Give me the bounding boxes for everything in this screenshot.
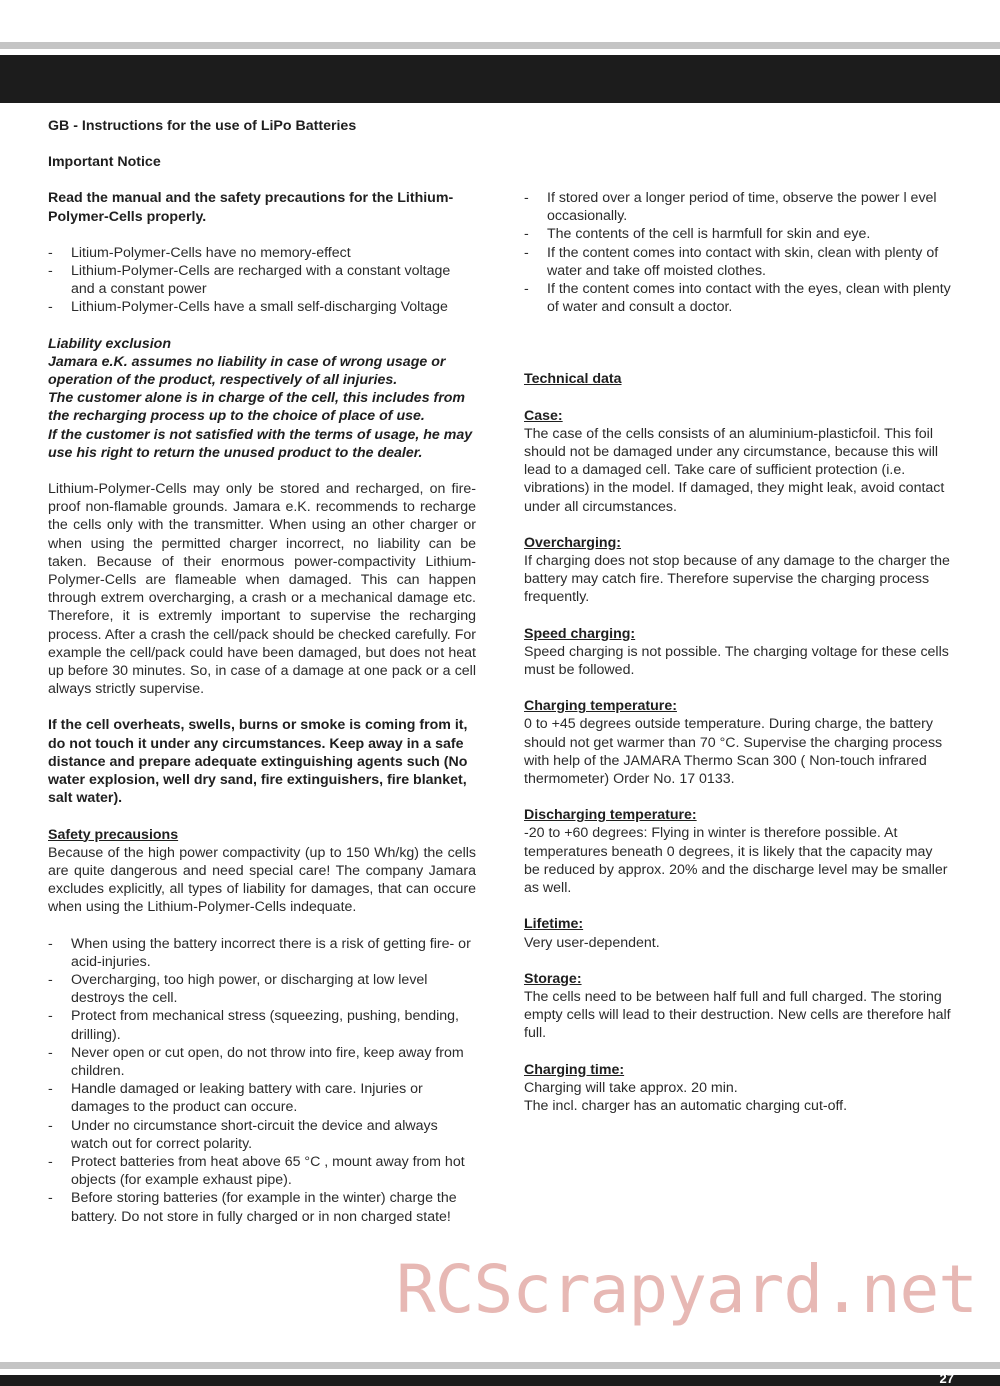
section-text-storage: The cells need to be between half full and full charged. The storing empty cells will lead to their destruction. New cells are therefore half full. — [524, 988, 951, 1042]
warning-paragraph: If the cell overheats, swells, burns or smoke is coming from it, do not touch it under any circumstances. Keep away in a safe distance and prepare adequate extinguishing agents such (No water explosion, well dry sand, fire extinguishers, fire blanket, salt water). — [48, 717, 468, 807]
handling-list — [524, 189, 952, 316]
bottom-rule — [0, 1362, 1000, 1369]
list-item: - Lithium-Polymer-Cells are recharged with a constant voltage and a constant power — [48, 262, 476, 298]
header-band — [0, 55, 1000, 103]
section-heading-charging-temperature: Charging temperature: — [524, 698, 677, 715]
storage-paragraph: Lithium-Polymer-Cells may only be stored and recharged, on fire-proof non-flamable grounds. Jamara e.K. recommends to recharge the cells only with the transmitter. When using an other charger or when using the permitted charger incorrect, no liability can be taken. Because of their enormous power-compactivity Lithium-Polymer-Cells are flameable when damaged. This can happen through extrem overcharging, a crash or a mechanical damage etc. Therefore, it is extremly important to supervise the recharging process. After a crash the cell/pack should be checked carefully. For example the cell/pack could have been damaged, but does not heat up before 30 minutes. So, in case of a damage at one pack or a cell always strictly supervise. — [48, 481, 476, 698]
list-item: - Handle damaged or leaking battery with care. Injuries or damages to the product can occure. — [48, 1080, 476, 1116]
list-item: - Overcharging, too high power, or discharging at low level destroys the cell. — [48, 971, 476, 1007]
list-item: - Under no circumstance short-circuit the device and always watch out for correct polarity. — [48, 1117, 476, 1153]
list-item: - If the content comes into contact with the eyes, clean with plenty of water and consult a doctor. — [524, 280, 952, 316]
section-text-case: The case of the cells consists of an aluminium-plasticfoil. This foil should not be damaged under any circumstance, because this will lead to a damaged cell. Take care of sufficient protection (i.e. vibrations) in the model. If damaged, they might leak, avoid contact under all circumstances. — [524, 425, 945, 515]
page-number: 27 — [939, 1375, 954, 1386]
liability-heading: Liability exclusion — [48, 335, 171, 352]
feature-list — [48, 244, 476, 317]
section-heading-overcharging: Overcharging: — [524, 534, 621, 551]
right-column — [524, 189, 952, 1115]
section-heading-discharging-temperature: Discharging temperature: — [524, 807, 697, 824]
section-text-charging-cutoff: The incl. charger has an automatic charging cut-off. — [524, 1097, 848, 1114]
section-text-speed-charging: Speed charging is not possible. The charging voltage for these cells must be followed. — [524, 643, 949, 679]
page-title: GB - Instructions for the use of LiPo Batteries — [48, 118, 357, 134]
watermark: RCScrapyard.net — [396, 1251, 978, 1328]
section-heading-speed-charging: Speed charging: — [524, 625, 636, 642]
section-heading-lifetime: Lifetime: — [524, 916, 584, 933]
left-column — [48, 117, 476, 1226]
list-item: - Lithium-Polymer-Cells have a small self-discharging Voltage — [48, 298, 476, 316]
section-heading-storage: Storage: — [524, 970, 582, 987]
section-heading-charging-time: Charging time: — [524, 1061, 625, 1078]
section-text-overcharging: If charging does not stop because of any damage to the charger the battery may catch fire. Therefore supervise the charging process frequently. — [524, 553, 950, 606]
tech-heading: Technical data — [524, 371, 622, 388]
liability-line: If the customer is not satisfied with the terms of usage, he may use his right to return the unused product to the dealer. — [48, 426, 473, 461]
safety-paragraph: Because of the high power compactivity (up to 150 Wh/kg) the cells are quite dangerous and need special care! The company Jamara excludes explicitly, all types of liability for damages, that can occure when using the Lithium-Polymer-Cells indequate. — [48, 844, 476, 916]
list-item: - Protect batteries from heat above 65 °C , mount away from hot objects (for example exhaust pipe). — [48, 1153, 476, 1189]
section-text-lifetime: Very user-dependent. — [524, 934, 660, 951]
list-item: - If the content comes into contact with skin, clean with plenty of water and take off moisted clothes. — [524, 244, 952, 280]
list-item: - When using the battery incorrect there is a risk of getting fire- or acid-injuries. — [48, 935, 476, 971]
liability-line: Jamara e.K. assumes no liability in case of wrong usage or operation of the product, respectively of all injuries. — [48, 353, 446, 389]
section-heading-case: Case: — [524, 407, 563, 424]
list-item: - Before storing batteries (for example in the winter) charge the battery. Do not store in fully charged or in non charged state! — [48, 1189, 476, 1225]
section-text-charging-temperature: 0 to +45 degrees outside temperature. During charge, the battery should not get warmer than 70 °C. Supervise the charging process with help of the JAMARA Thermo Scan 300 ( Non-touch infrared thermometer) Order No. 17 0133. — [524, 716, 943, 788]
liability-line: The customer alone is in charge of the cell, this includes from the recharging process up to the choice of place of use. — [48, 390, 466, 425]
section-text-discharging-temperature: -20 to +60 degrees: Flying in winter is therefore possible. At temperatures beneath 0 degrees, it is likely that the capacity may be reduced by approx. 20% and the discharge level may be smaller as well. — [524, 825, 948, 897]
notice-heading: Important Notice — [48, 154, 161, 171]
footer-band — [0, 1375, 1000, 1386]
list-item: - Never open or cut open, do not throw into fire, keep away from children. — [48, 1044, 476, 1080]
list-item: - Litium-Polymer-Cells have no memory-effect — [48, 244, 476, 262]
list-item: - If stored over a longer period of time, observe the power l evel occasionally. — [524, 189, 952, 225]
intro-bold: Read the manual and the safety precautions for the Lithium-Polymer-Cells properly. — [48, 190, 454, 225]
top-rule — [0, 42, 1000, 49]
section-text-charging-time: Charging will take approx. 20 min. — [524, 1079, 738, 1096]
safety-heading: Safety precausions — [48, 826, 179, 843]
safety-list — [48, 935, 476, 1226]
list-item: - Protect from mechanical stress (squeezing, pushing, bending, drilling). — [48, 1007, 476, 1043]
list-item: - The contents of the cell is harmfull for skin and eye. — [524, 225, 952, 243]
